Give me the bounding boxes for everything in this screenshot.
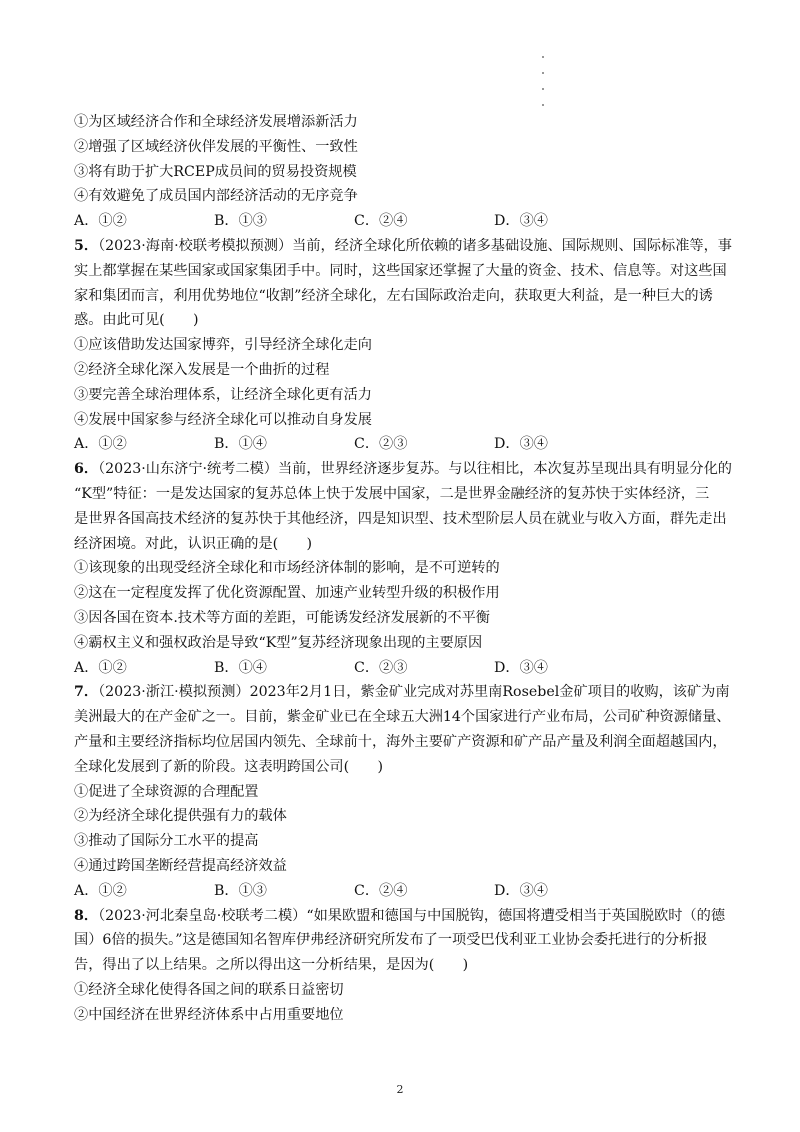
statement-3: ③将有助于扩大RCEP成员间的贸易投资规模 [74, 163, 357, 180]
page-content [74, 110, 734, 1027]
stem-line: 经济困境。对此，认识正确的是( ) [74, 535, 313, 552]
statement-3: ③因各国在资本.技术等方面的差距，可能诱发经济发展新的不平衡 [74, 609, 490, 626]
statement-1: ①为区域经济合作和全球经济发展增添新活力 [74, 114, 358, 130]
statement-1: ①促进了全球资源的合理配置 [74, 783, 259, 800]
answer-options [74, 432, 734, 457]
stem-line: （2023·海南·校联考模拟预测）当前，经济全球化所依赖的诸多基础设施、国际规则、国际标准等，事 [98, 237, 732, 254]
stem-line: 实上都掌握在某些国家或国家集团手中。同时，这些国家还掌握了大量的资金、技术、信息等。对这些国 [74, 262, 727, 279]
option-c: C．②④ [354, 882, 408, 899]
question-number: 7． [74, 684, 99, 701]
statement-4: ④有效避免了成员国内部经济活动的无序竞争 [74, 188, 358, 205]
statement-4: ④通过跨国垄断经营提高经济效益 [74, 857, 287, 874]
question-8 [74, 904, 734, 1028]
statement-2: ②为经济全球化提供强有力的载体 [74, 808, 287, 825]
option-a: A．①② [74, 659, 127, 676]
stem-line: （2023·浙江·模拟预测）2023年2月1日，紫金矿业完成对苏里南Rosebel金矿项目的收购，该矿为南 [98, 684, 730, 701]
margin-dots [542, 56, 548, 116]
option-c: C．②④ [354, 213, 408, 230]
stem-line: 全球化发展到了新的阶段。这表明跨国公司( ) [74, 758, 384, 775]
statement-1: ①应该借助发达国家博弈，引导经济全球化走向 [74, 337, 372, 354]
statement-2: ②中国经济在世界经济体系中占用重要地位 [74, 1006, 344, 1023]
answer-options [74, 209, 734, 234]
option-a: A．①② [74, 436, 127, 453]
option-b: B．①③ [214, 213, 267, 230]
question-number: 6． [74, 461, 99, 478]
page-number: 2 [396, 1083, 404, 1096]
option-d: D．③④ [494, 213, 548, 230]
stem-line: 是世界各国高技术经济的复苏快于其他经济，四是知识型、技术型阶层人员在就业与收入方面，群先走出 [74, 510, 727, 527]
stem-line: 惑。由此可见( ) [74, 312, 199, 329]
stem-line: 产量和主要经济指标均位居国内领先、全球前十，海外主要矿产资源和矿产品产量及利润全面超越国内， [74, 733, 727, 750]
option-d: D．③④ [494, 436, 548, 453]
statement-1: ①该现象的出现受经济全球化和市场经济体制的影响，是不可逆转的 [74, 560, 500, 577]
stem-line: 告，得出了以上结果。之所以得出这一分析结果，是因为( ) [74, 957, 469, 974]
statement-4: ④霸权主义和强权政治是导致“K型”复苏经济现象出现的主要原因 [74, 634, 483, 651]
answer-options [74, 656, 734, 681]
stem-line: 国）6倍的损失。”这是德国知名智库伊弗经济研究所发布了一项受巴伐利亚工业协会委托进行的分析报 [74, 932, 708, 949]
statement-2: ②经济全球化深入发展是一个曲折的过程 [74, 361, 330, 378]
stem-line: 家和集团而言，利用优势地位“收割”经济全球化，左右国际政治走向，获取更大利益，是一种巨大的诱 [74, 287, 713, 304]
statement-3: ③要完善全球治理体系，让经济全球化更有活力 [74, 386, 372, 403]
option-b: B．①④ [214, 436, 267, 453]
stem-line: 美洲最大的在产金矿之一。目前，紫金矿业已在全球五大洲14个国家进行产业布局，公司矿种资源储量、 [74, 709, 731, 726]
question-number: 8． [74, 907, 99, 924]
option-c: C．②③ [354, 436, 408, 453]
question-5 [74, 234, 734, 457]
option-d: D．③④ [494, 882, 548, 899]
statement-2: ②这在一定程度发挥了优化资源配置、加速产业转型升级的积极作用 [74, 585, 500, 602]
option-a: A．①② [74, 213, 127, 230]
option-b: B．①④ [214, 659, 267, 676]
statement-4: ④发展中国家参与经济全球化可以推动自身发展 [74, 411, 372, 428]
statement-2: ②增强了区域经济伙伴发展的平衡性、一致性 [74, 138, 358, 155]
stem-line: （2023·河北秦皇岛·校联考二模）“如果欧盟和德国与中国脱钩，德国将遭受相当于英国脱欧时（的德 [98, 907, 726, 924]
option-d: D．③④ [494, 659, 548, 676]
question-number: 5． [74, 237, 99, 254]
answer-options [74, 879, 734, 904]
option-c: C．②③ [354, 659, 408, 676]
option-b: B．①③ [214, 882, 267, 899]
statement-3: ③推动了国际分工水平的提高 [74, 833, 259, 850]
option-a: A．①② [74, 882, 127, 899]
question-6 [74, 457, 734, 680]
stem-line: “K型”特征：一是发达国家的复苏总体上快于发展中国家，二是世界金融经济的复苏快于实体经济，三 [74, 485, 710, 502]
statement-1: ①经济全球化使得各国之间的联系日益密切 [74, 981, 344, 998]
stem-line: （2023·山东济宁·统考二模）当前，世界经济逐步复苏。与以往相比，本次复苏呈现出具有明显分化的 [98, 461, 732, 478]
question-7 [74, 680, 734, 903]
question-4-tail [74, 110, 734, 234]
